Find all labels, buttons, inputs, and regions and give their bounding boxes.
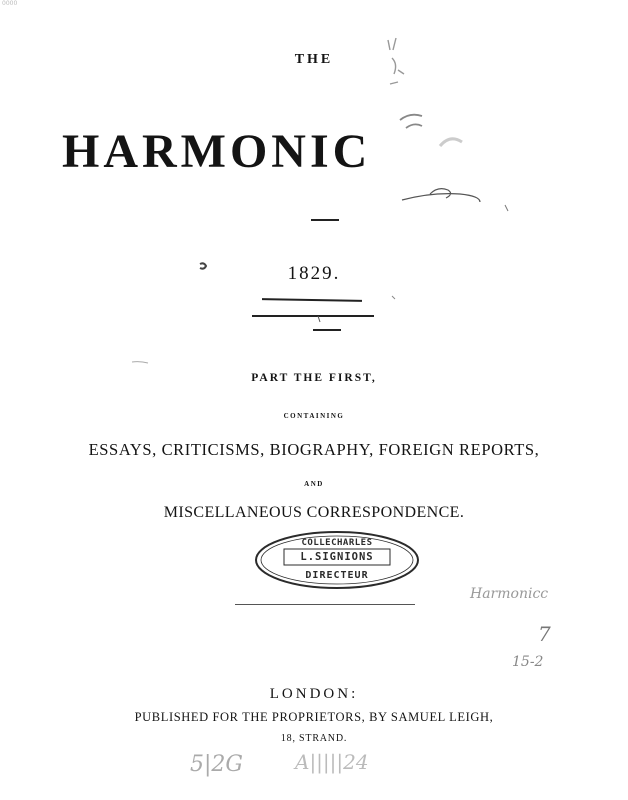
handwritten-shelfmark: 5|2G xyxy=(190,752,243,777)
handwritten-note-2: 7 xyxy=(538,622,551,646)
handwritten-note-3: 15-2 xyxy=(512,654,544,670)
title-article: THE xyxy=(294,52,334,67)
contents-line-1: ESSAYS, CRITICISMS, BIOGRAPHY, FOREIGN REPORTS, xyxy=(88,440,540,459)
imprint-address: 18, STRAND. xyxy=(280,733,348,744)
stamp-line-1: COLLECHARLES xyxy=(301,538,373,548)
containing-label: CONTAINING xyxy=(283,412,345,420)
part-heading: PART THE FIRST, xyxy=(251,372,377,384)
contents-line-2: MISCELLANEOUS CORRESPONDENCE. xyxy=(163,504,465,521)
handwritten-note-1: Harmonicc xyxy=(470,586,549,602)
imprint-city: LONDON: xyxy=(269,686,359,702)
stamp-line-2: L.SIGNIONS xyxy=(300,551,374,563)
corner-mark: 0000 xyxy=(2,0,18,7)
imprint-publisher: PUBLISHED FOR THE PROPRIETORS, BY SAMUEL LEIGH, xyxy=(134,710,494,724)
publication-year: 1829. xyxy=(287,263,341,284)
handwritten-faded-note: A|||||24 xyxy=(295,750,369,774)
stamp-line-3: DIRECTEUR xyxy=(305,570,369,581)
page-title: HARMONIC xyxy=(62,125,372,178)
and-label: AND xyxy=(304,480,324,488)
